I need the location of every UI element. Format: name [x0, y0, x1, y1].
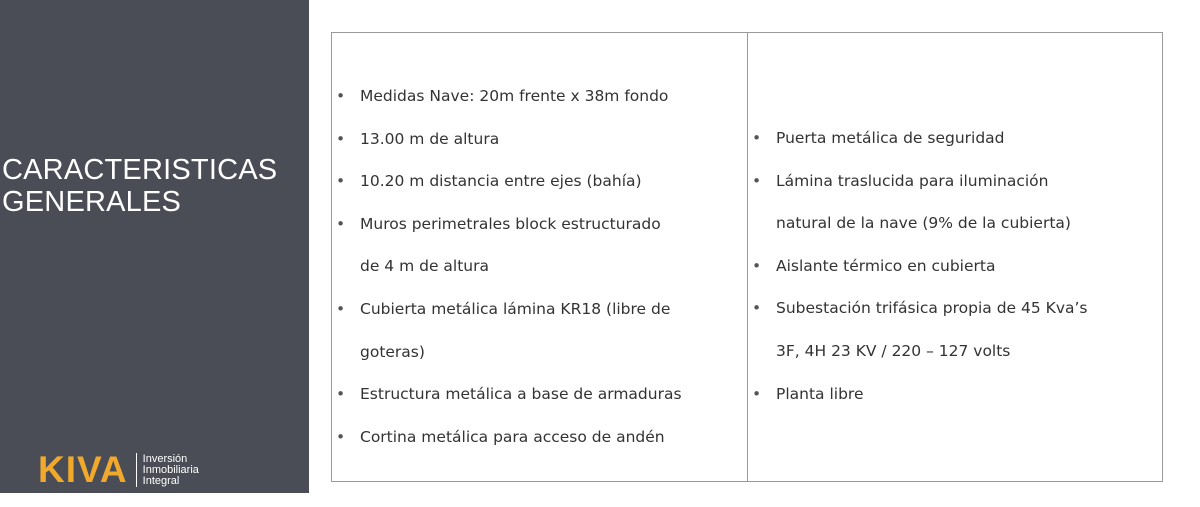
logo-tagline-line-3: Integral: [142, 474, 180, 487]
feature-item-continuation: natural de la nave (9% de la cubierta): [776, 214, 1071, 233]
logo-tagline: [143, 454, 199, 487]
page-title: [2, 154, 277, 218]
feature-item: • Cortina metálica para acceso de andén: [360, 416, 682, 459]
feature-item-continuation: de 4 m de altura: [360, 257, 489, 276]
logo-tagline-line-2: Inmobiliaria: [142, 463, 199, 476]
features-table: [331, 32, 1163, 482]
feature-item: • Medidas Nave: 20m frente x 38m fondo: [360, 75, 682, 118]
feature-item: • Estructura metálica a base de armaduras: [360, 373, 682, 416]
feature-item-continuation: 3F, 4H 23 KV / 220 – 127 volts: [776, 341, 1011, 360]
feature-item-continuation: goteras): [360, 342, 425, 361]
feature-item: • Puerta metálica de seguridad: [776, 117, 1088, 160]
title-line-2: GENERALES: [2, 186, 182, 218]
kiva-logo: [38, 451, 199, 489]
feature-item: • Subestación trifásica propia de 45 Kva’s: [776, 287, 1088, 330]
title-line-1: CARACTERISTICAS: [2, 154, 278, 186]
left-feature-list: [360, 75, 682, 458]
feature-item: • Planta libre: [776, 373, 1088, 416]
right-feature-list: [776, 117, 1088, 415]
feature-item: • Cubierta metálica lámina KR18 (libre de: [360, 288, 682, 331]
feature-item: • Lámina traslucida para iluminación: [776, 160, 1088, 203]
logo-divider: [136, 453, 137, 487]
logo-mark: KIVA: [38, 449, 128, 490]
feature-item: • Muros perimetrales block estructurado: [360, 203, 682, 246]
feature-item: • 13.00 m de altura: [360, 118, 682, 161]
feature-item: • 10.20 m distancia entre ejes (bahía): [360, 160, 682, 203]
sidebar-panel: [0, 0, 309, 493]
feature-item: • Aislante térmico en cubierta: [776, 245, 1088, 288]
column-divider: [747, 33, 748, 481]
logo-tagline-line-1: Inversión: [142, 452, 188, 465]
